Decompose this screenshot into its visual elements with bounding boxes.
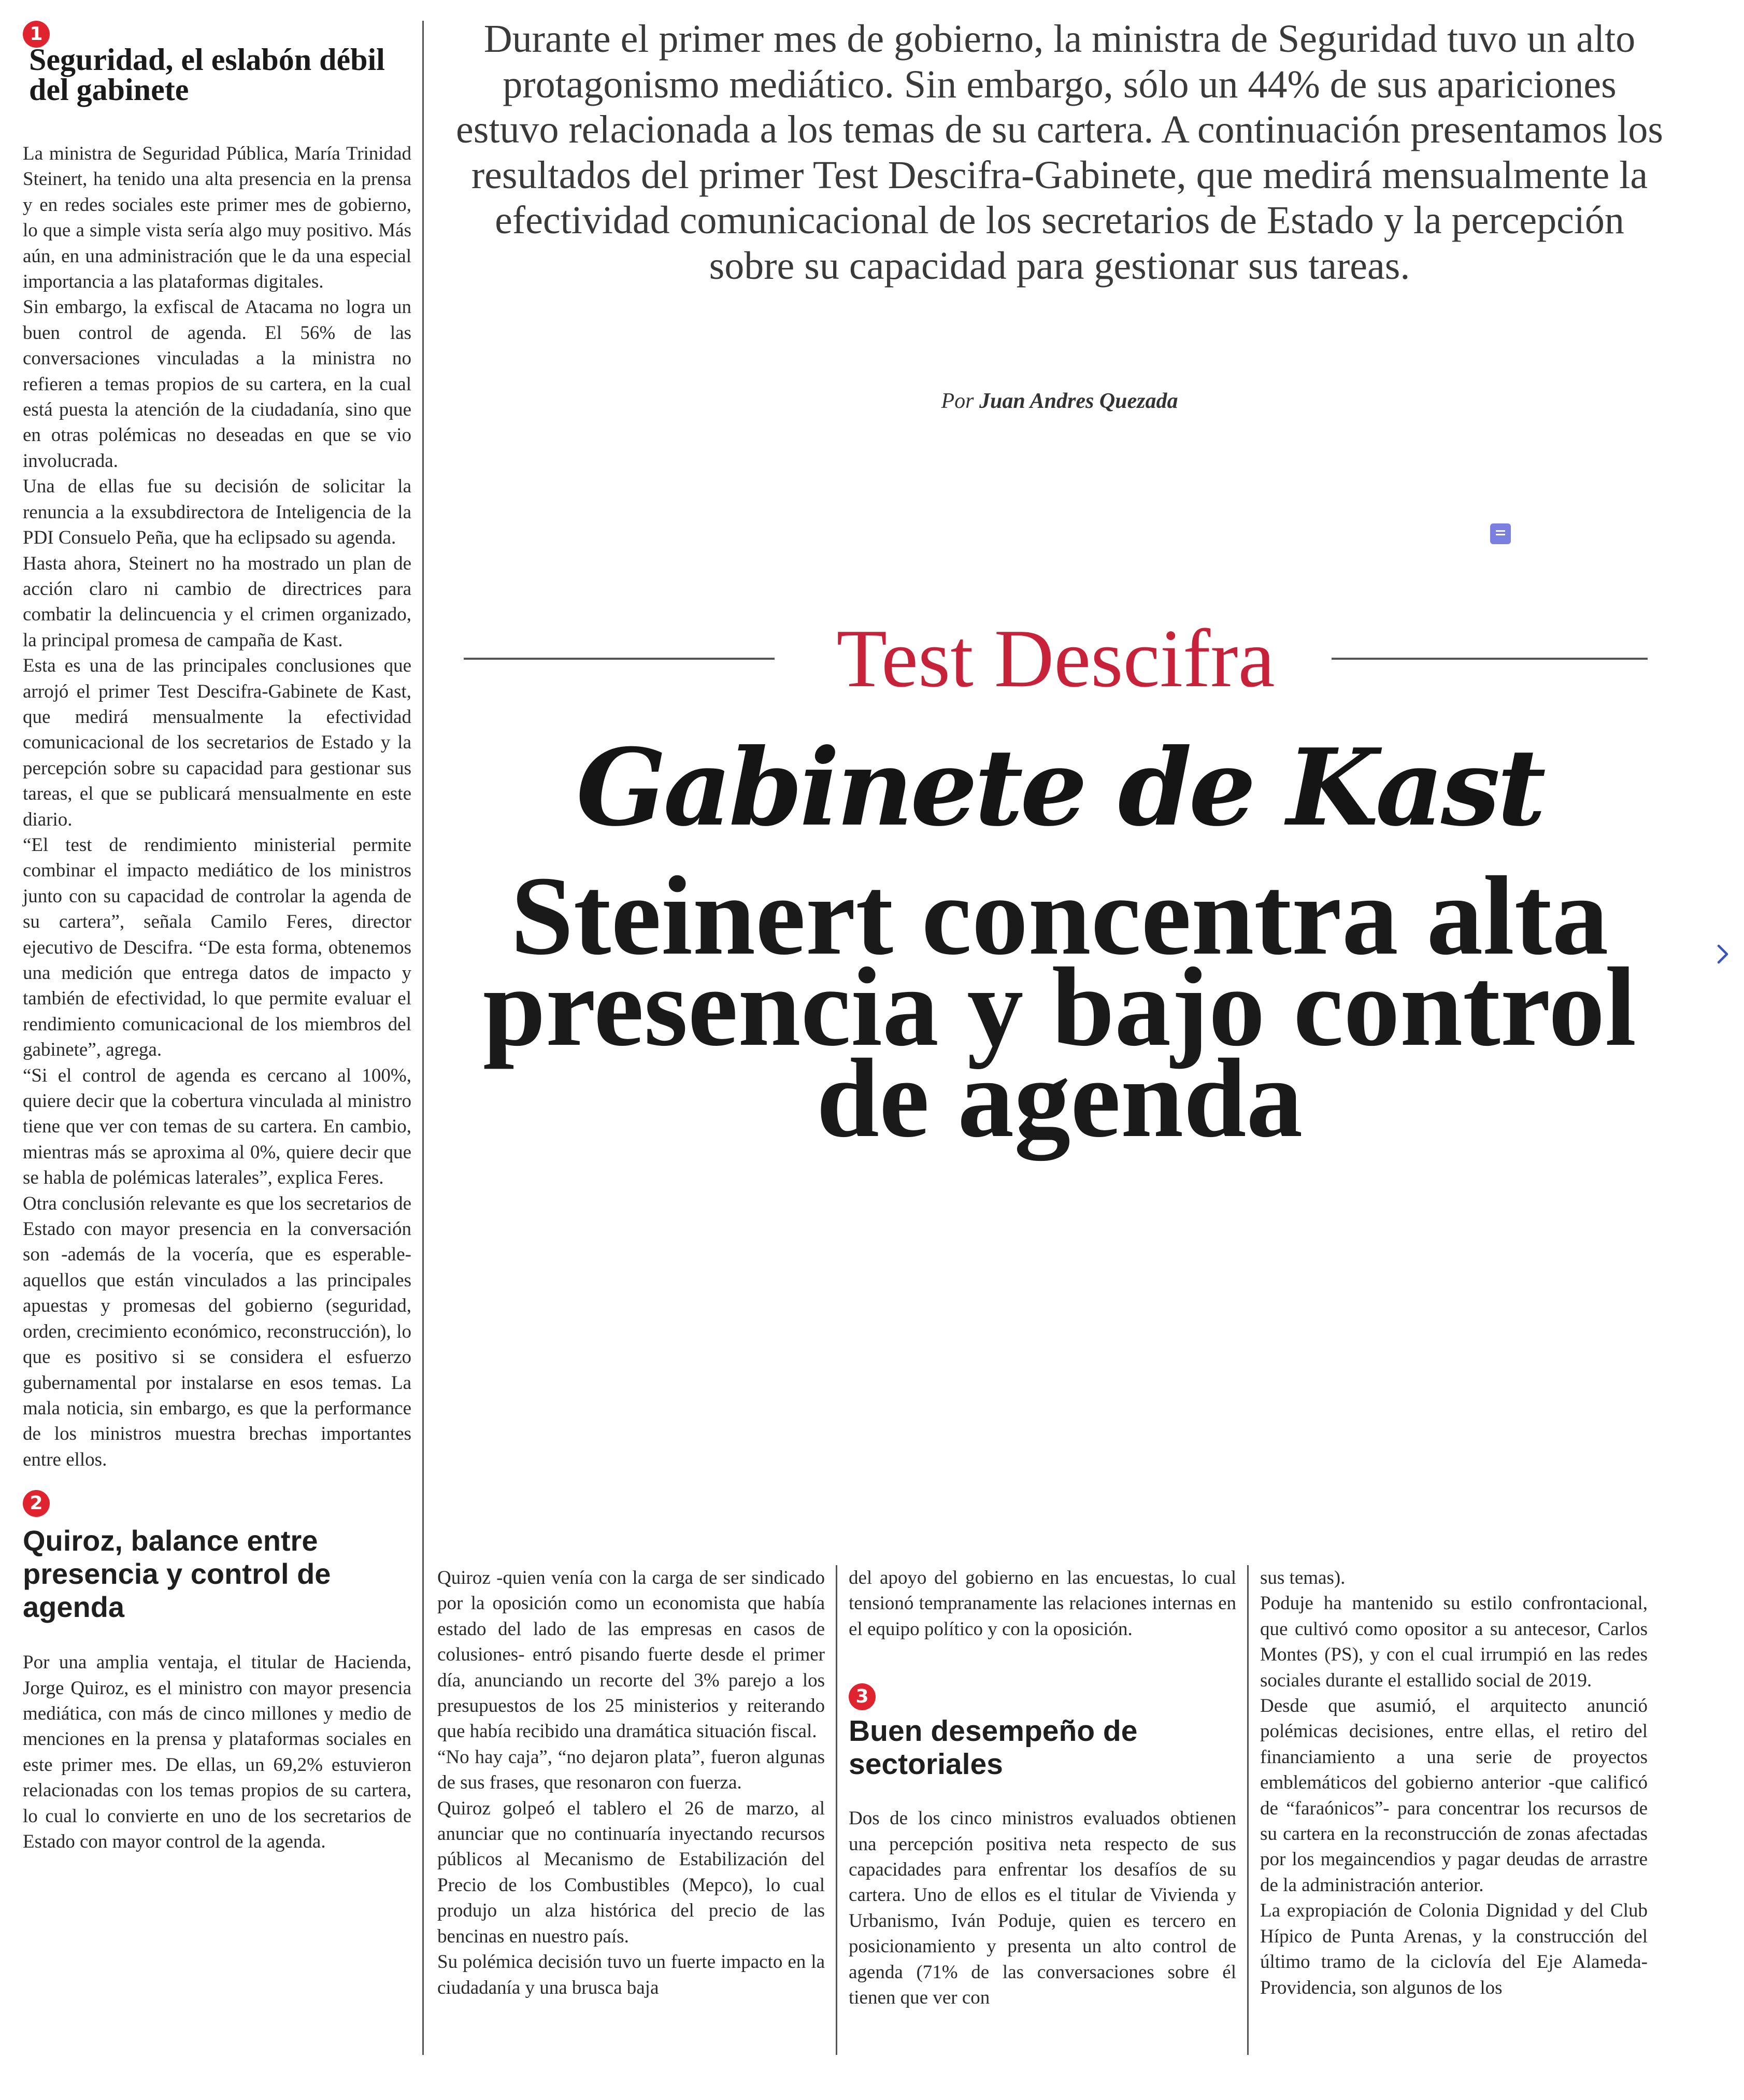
headline: Gabinete de Kast xyxy=(576,726,1543,850)
paragraph: “Si el control de agenda es cercano al 100%, quiere decir que la cobertura vinculada al ministro tiene que ver con temas de su cartera. En cambio, mientras más se aproxima al 0%, quiere decir que se habla de polémicas laterales”, explica Feres. xyxy=(23,1065,411,1189)
column-4 xyxy=(1260,1565,1648,2000)
paragraph: Otra conclusión relevante es que los secretarios de Estado con mayor presencia en la conversación son -además de la vocería, que es esperable- aquellos que están vinculados a las principales apuestas y promesas del gobierno (seguridad, orden, crecimiento económico, reconstrucción), lo que es positivo si se considera el esfuerzo gubernamental por instalarse en esos temas. La mala noticia, sin embargo, es que la performance de los ministros muestra brechas importantes entre ellos. xyxy=(23,1193,411,1470)
kicker-rule-right xyxy=(1332,658,1648,660)
paragraph: Poduje ha mantenido su estilo confrontacional, que cultivó como opositor a su antecesor, Carlos Montes (PS), y con el cual irrumpió en las redes sociales durante el estallido social de 2019. xyxy=(1260,1593,1648,1691)
lead-paragraph: Durante el primer mes de gobierno, la ministra de Seguridad tuvo un alto protagonismo mediático. Sin embargo, sólo un 44% de sus apariciones estuvo relacionada a los temas de su cartera. A continuación presentamos los resultados del primer Test Descifra-Gabinete, que medirá mensualmente la efectividad comunicacional de los secretarios de Estado y la percepción sobre su capacidad para gestionar sus tareas. xyxy=(456,17,1663,288)
paragraph: La ministra de Seguridad Pública, María Trinidad Steinert, ha tenido una alta presencia en la prensa y en redes sociales este primer mes de gobierno, lo que a simple vista sería algo muy positivo. Más aún, en una administración que le da una especial importancia a las plataformas digitales. xyxy=(23,143,411,293)
kicker-row xyxy=(464,612,1648,705)
chevron-right-icon[interactable] xyxy=(1712,942,1733,967)
section-2-header xyxy=(23,1490,411,1624)
section-number-badge: 1 xyxy=(23,21,50,48)
section-number-badge: 3 xyxy=(849,1683,876,1710)
byline-author: Juan Andres Quezada xyxy=(979,389,1178,413)
paragraph: Dos de los cinco ministros evaluados obtienen una percepción positiva neta respecto de sus capacidades para enfrentar los desafíos de su cartera. Uno de ellos es el titular de Vivienda y Urbanismo, Iván Poduje, quien es tercero en posicionamiento y presenta un alto control de agenda (71% de las conversaciones sobre él tienen que ver con xyxy=(849,1808,1236,2009)
column-3-intro xyxy=(849,1565,1236,1642)
paragraph: Esta es una de las principales conclusiones que arrojó el primer Test Descifra-Gabinete de Kast, que medirá mensualmente la efectividad comunicacional de los secretarios de Estado y la percepción sobre su capacidad para gestionar sus tareas, el que se publicará mensualmente en este diario. xyxy=(23,655,411,830)
paragraph: Por una amplia ventaja, el titular de Hacienda, Jorge Quiroz, es el ministro con mayor presencia mediática, con más de cinco millones y medio de menciones en la prensa y plataformas sociales en este primer mes. De ellas, un 69,2% estuvieron relacionadas con los temas propios de su cartera, lo cual lo convierte en uno de los secretarios de Estado con mayor control de la agenda. xyxy=(23,1652,411,1852)
left-column xyxy=(23,21,411,1854)
paragraph: del apoyo del gobierno en las encuestas, lo cual tensionó tempranamente las relaciones internas en el equipo político y con la oposición. xyxy=(849,1567,1236,1640)
paragraph: Su polémica decisión tuvo un fuerte impacto en la ciudadanía y una brusca baja xyxy=(437,1951,825,1998)
paragraph: Una de ellas fue su decisión de solicitar la renuncia a la exsubdirectora de Inteligencia de la PDI Consuelo Peña, que ha eclipsado su agenda. xyxy=(23,476,411,549)
section-2-title: Quiroz, balance entre presencia y control de agenda xyxy=(23,1524,331,1624)
column-3 xyxy=(849,1565,1236,2010)
column-divider xyxy=(1247,1565,1249,2055)
column-divider xyxy=(836,1565,837,2055)
paragraph: Hasta ahora, Steinert no ha mostrado un plan de acción claro ni cambio de directrices para combatir la delincuencia y el crimen organizado, la principal promesa de campaña de Kast. xyxy=(23,552,411,651)
section-3-header xyxy=(849,1683,1236,1781)
paragraph: La expropiación de Colonia Dignidad y del Club Hípico de Punta Arenas, y la construcción del último tramo de la ciclovía del Eje Alameda-Providencia, son algunos de los xyxy=(1260,1900,1648,1998)
section-1-title: Seguridad, el eslabón débil del gabinete xyxy=(29,42,385,107)
note-icon[interactable] xyxy=(1490,523,1511,544)
column-2 xyxy=(437,1565,825,2000)
paragraph: sus temas). xyxy=(1260,1567,1346,1588)
paragraph: Sin embargo, la exfiscal de Atacama no logra un buen control de agenda. El 56% de las conversaciones vinculadas a la ministra no refieren a temas propios de su cartera, en la cual está puesta la atención de la ciudadanía, sino que en otras polémicas no deseadas en que se vio involucrada. xyxy=(23,296,411,472)
section-3-title: Buen desempeño de sectoriales xyxy=(849,1714,1138,1781)
paragraph: “El test de rendimiento ministerial permite combinar el impacto mediático de los ministros junto con su capacidad de controlar la agenda de su cartera”, señala Camilo Feres, director ejecutivo de Descifra. “De esta forma, obtenemos una medición que entrega datos de impacto y también de efectividad, lo que permite evaluar el rendimiento comunicacional de los miembros del gabinete”, agrega. xyxy=(23,834,411,1061)
byline xyxy=(456,389,1663,414)
paragraph: Quiroz -quien venía con la carga de ser sindicado por la oposición como un economista que había estado del lado de las empresas en casos de colusiones- entró pisando fuerte desde el primer día, anunciando un recorte del 3% parejo a los presupuestos de los 25 ministerios y reiterando que había recibido una dramática situación fiscal. xyxy=(437,1567,825,1742)
paragraph: Desde que asumió, el arquitecto anunció polémicas decisiones, entre ellas, el retiro del financiamiento a una serie de proyectos emblemáticos del gobierno anterior -que calificó de “faraónicos”- para concentrar los recursos de su cartera en la reconstrucción de zonas afectadas por los megaincendios y pagar deudas de arrastre de la administración anterior. xyxy=(1260,1695,1648,1896)
byline-prefix: Por xyxy=(941,389,974,413)
paragraph: Quiroz golpeó el tablero el 26 de marzo, al anunciar que no continuaría inyectando recursos públicos al Mecanismo de Estabilización del Precio de los Combustibles (Mepco), lo cual produjo un alza histórica del precio de las bencinas en nuestro país. xyxy=(437,1797,825,1947)
kicker-title: Test Descifra xyxy=(836,612,1275,704)
subheadline: Steinert concentra alta presencia y bajo control de agenda xyxy=(482,854,1637,1161)
section-number-badge: 2 xyxy=(23,1490,50,1517)
section-2-body xyxy=(23,1650,411,1854)
section-1-header xyxy=(23,21,411,105)
paragraph: “No hay caja”, “no dejaron plata”, fueron algunas de sus frases, que resonaron con fuerza. xyxy=(437,1746,825,1794)
section-3-body xyxy=(849,1806,1236,2010)
column-divider xyxy=(422,21,424,2055)
section-1-body xyxy=(23,141,411,1472)
